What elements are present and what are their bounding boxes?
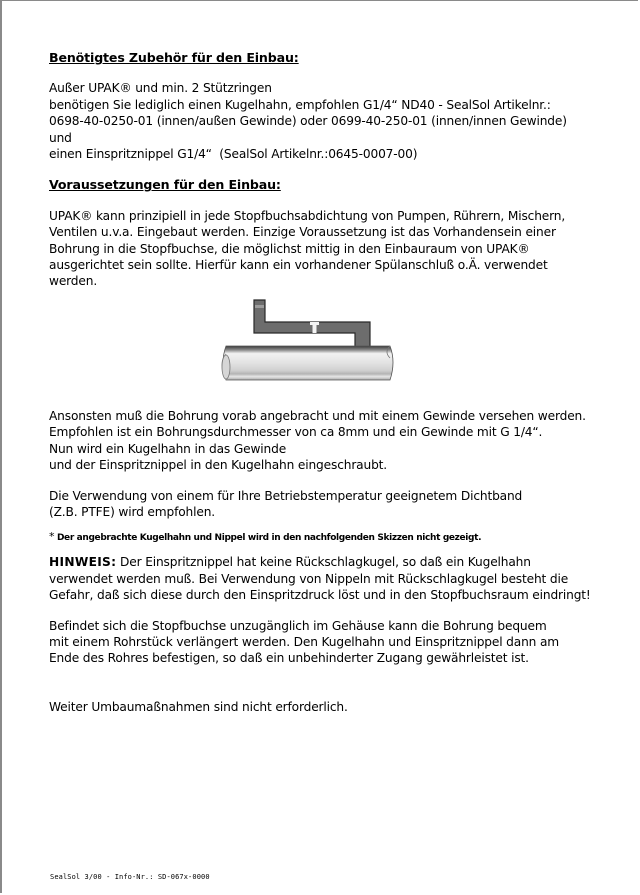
text-line: (Z.B. PTFE) wird empfohlen. — [49, 504, 215, 519]
text-line: Befindet sich die Stopfbuchse unzugänglich im Gehäuse kann die Bohrung bequem — [49, 618, 547, 633]
paragraph-prerequisites — [49, 208, 609, 290]
footnote — [49, 530, 609, 545]
document-body — [49, 50, 609, 715]
paragraph-extension — [49, 618, 609, 667]
paragraph-bore — [49, 408, 609, 474]
paragraph-accessories — [49, 80, 609, 162]
text-line: Die Verwendung von einem für Ihre Betriebstemperatur geeignetem Dichtband — [49, 488, 523, 503]
footnote-text: Der angebrachte Kugelhahn und Nippel wird in den nachfolgenden Skizzen nicht gezeigt. — [54, 533, 482, 544]
paragraph-hinweis — [49, 554, 609, 603]
paragraph-sealing-tape — [49, 488, 609, 521]
text-line: Bohrung in die Stopfbuchse, die möglichst mittig in den Einbauraum von UPAK® — [49, 241, 530, 256]
text-line: benötigen Sie lediglich einen Kugelhahn, empfohlen G1/4“ ND40 - SealSol Artikelnr.: — [49, 97, 551, 112]
page-footer: SealSol 3/00 - Info-Nr.: SD-067x-0000 — [50, 873, 210, 881]
text-line: werden. — [49, 274, 98, 289]
text-line: und der Einspritznippel in den Kugelhahn eingeschraubt. — [49, 458, 388, 473]
text-line: 0698-40-0250-01 (innen/außen Gewinde) oder 0699-40-250-01 (innen/innen Gewinde) — [49, 114, 567, 129]
text-line: und — [49, 130, 72, 145]
text-line: Außer UPAK® und min. 2 Stützringen — [49, 81, 272, 96]
text-line: Ansonsten muß die Bohrung vorab angebracht und mit einem Gewinde versehen werden. — [49, 408, 586, 423]
text-line: Ventilen u.v.a. Eingebaut werden. Einzige Voraussetzung ist das Vorhandensein einer — [49, 225, 556, 240]
text-line: verwendet werden muß. Bei Verwendung von Nippeln mit Rückschlagkugel besteht die — [49, 571, 569, 586]
text-line: UPAK® kann prinzipiell in jede Stopfbuchsabdichtung von Pumpen, Rührern, Mischern, — [49, 208, 566, 223]
text-line — [49, 554, 609, 570]
text-line: ausgerichtet sein sollte. Hierfür kann ein vorhandener Spülanschluß o.Ä. verwendet — [49, 258, 548, 273]
text-line: Weiter Umbaumaßnahmen sind nicht erforderlich. — [49, 699, 348, 714]
bracket-shaft-illustration — [204, 296, 394, 396]
text-line: einen Einspritznippel G1/4“ (SealSol Artikelnr.:0645-0007-00) — [49, 147, 418, 162]
footnote-star: * — [49, 530, 55, 544]
text-line: mit einem Rohrstück verlängert werden. Den Kugelhahn und Einspritznippel dann am — [49, 634, 559, 649]
text-line: Ende des Rohres befestigen, so daß ein unbehinderter Zugang gewährleistet ist. — [49, 651, 529, 666]
text-line: Empfohlen ist ein Bohrungsdurchmesser von ca 8mm und ein Gewinde mit G 1/4“. — [49, 425, 543, 440]
text-line: Nun wird ein Kugelhahn in das Gewinde — [49, 441, 287, 456]
text-line: Gefahr, daß sich diese durch den Einspritzdruck löst und in den Stopfbuchsraum eindringt! — [49, 588, 591, 603]
heading-accessories: Benötigtes Zubehör für den Einbau: — [49, 50, 299, 65]
hinweis-text: Der Einspritznippel hat keine Rückschlagkugel, so daß ein Kugelhahn — [116, 555, 531, 570]
heading-prerequisites: Voraussetzungen für den Einbau: — [49, 177, 281, 193]
paragraph-closing — [49, 699, 609, 715]
stuffing-box-diagram — [49, 290, 609, 408]
hinweis-label: HINWEIS: — [49, 555, 117, 570]
